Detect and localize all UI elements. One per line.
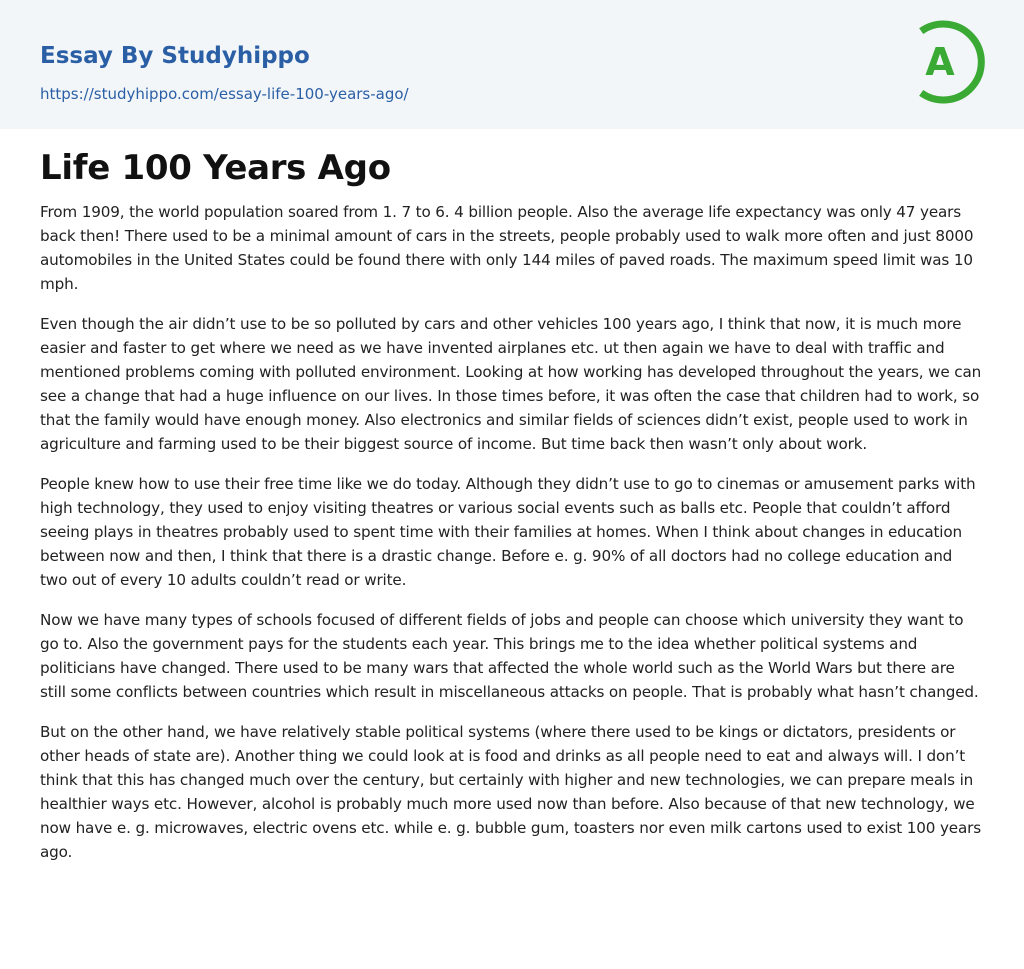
essay-paragraph: But on the other hand, we have relatively stable political systems (where there used to be kings or dictators, presidents or other heads of state are). Another thing we could look at is food and drinks as all people need to eat and always will. I don’t think that this has changed much over the century, but certainly with higher and new technologies, we can prepare meals in healthier ways etc. However, alcohol is probably much more used now than before. Also because of that new technology, we now have e. g. microwaves, electric ovens etc. while e. g. bubble gum, toasters nor even milk cartons used to exist 100 years ago. [40,723,982,861]
essay-paragraph: Even though the air didn’t use to be so polluted by cars and other vehicles 100 years ago, I think that now, it is much more easier and faster to get where we need as we have invented airplanes etc. ut then again we have to deal with traffic and mentioned problems coming with polluted environment. Looking at how working has developed throughout the years, we can see a change that had a huge influence on our lives. In those times before, it was often the case that children had to work, so that the family would have enough money. Also electronics and similar fields of sciences didn’t exist, people used to work in agriculture and farming used to be their biggest source of income. But time back then wasn’t only about work. [40,315,982,453]
essay-title: Life 100 Years Ago [40,148,391,188]
essay-paragraph: People knew how to use their free time like we do today. Although they didn’t use to go to cinemas or amusement parks with high technology, they used to enjoy visiting theatres or various social events such as balls etc. People that couldn’t afford seeing plays in theatres probably used to spent time with their families at homes. When I think about changes in education between now and then, I think that there is a drastic change. Before e. g. 90% of all doctors had no college education and two out of every 10 adults couldn’t read or write. [40,475,976,589]
site-brand[interactable]: Essay By Studyhippo [40,43,310,69]
essay-url-link[interactable]: https://studyhippo.com/essay-life-100-years-ago/ [40,85,409,103]
essay-content [0,146,1024,864]
page-header [0,0,1024,129]
essay-paragraph: From 1909, the world population soared from 1. 7 to 6. 4 billion people. Also the average life expectancy was only 47 years back then! There used to be a minimal amount of cars in the streets, people probably used to walk more often and just 8000 automobiles in the United States could be found there with only 144 miles of paved roads. The maximum speed limit was 10 mph. [40,203,974,293]
studyhippo-logo-icon[interactable] [911,19,987,105]
logo-letter: A [925,40,955,84]
essay-paragraph: Now we have many types of schools focused of different fields of jobs and people can choose which university they want to go to. Also the government pays for the students each year. This brings me to the idea whether political systems and politicians have changed. There used to be many wars that affected the whole world such as the World Wars but there are still some conflicts between countries which result in miscellaneous attacks on people. That is probably what hasn’t changed. [40,611,979,701]
